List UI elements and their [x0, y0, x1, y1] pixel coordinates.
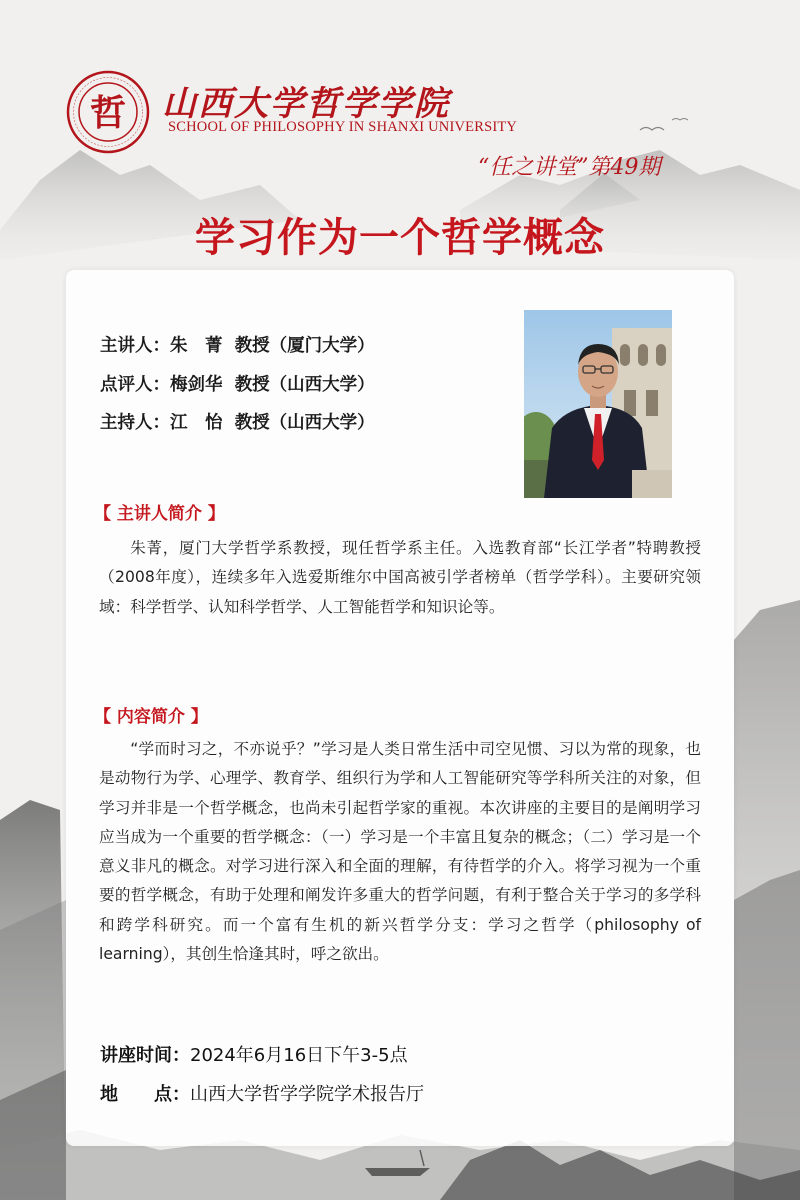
- lecture-issue: “任之讲堂”第49期: [478, 155, 661, 180]
- content-text: “学而时习之，不亦说乎？”学习是人类日常生活中司空见惯、习以为常的现象，也是动物行为学、心理学、教育学、组织行为学和人工智能研究等学科所关注的对象，但学习并非是一个哲学概念，也尚未引起哲学家的重视。本次讲座的主要目的是阐明学习应当成为一个重要的哲学概念：（一）学习是一个丰富且复杂的概念；（二）学习是一个意义非凡的概念。对学习进行深入和全面的理解，有待哲学的介入。将学习视为一个重要的哲学概念，有助于处理和阐发许多重大的哲学问题，有利于整合关于学习的多学科和跨学科研究。而一个富有生机的新兴哲学分支：学习之哲学（philosophy of learning），其创生恰逢其时，呼之欲出。: [99, 740, 701, 964]
- event-time-value: 2024年6月16日下午3-5点: [190, 1045, 408, 1066]
- lecture-title: 学习作为一个哲学概念: [195, 214, 605, 261]
- event-time-label: 讲座时间：: [100, 1045, 190, 1066]
- event-place-value: 山西大学哲学学院学术报告厅: [190, 1084, 424, 1105]
- seal-character: 哲: [89, 92, 127, 134]
- school-name-en: SCHOOL OF PHILOSOPHY IN SHANXI UNIVERSITY: [168, 119, 518, 135]
- event-place-label: 地 点：: [100, 1084, 190, 1105]
- bio-heading: 【 主讲人简介 】: [94, 504, 225, 524]
- philosophy-seal-logo: [66, 70, 150, 154]
- event-time: [100, 1041, 408, 1067]
- event-place: [100, 1080, 424, 1106]
- speaker-row-presenter: 主讲人：朱 菁 教授（厦门大学）: [100, 336, 375, 356]
- speaker-row-commentator: 点评人：梅剑华 教授（山西大学）: [100, 374, 375, 395]
- content-heading: 【 内容简介 】: [94, 707, 208, 727]
- bio-text: 朱菁，厦门大学哲学系教授，现任哲学系主任。入选教育部“长江学者”特聘教授（2008年度），连续多年入选爱斯维尔中国高被引学者榜单（哲学学科）。主要研究领域：科学哲学、认知科学哲学、人工智能哲学和知识论等。: [99, 539, 701, 616]
- speaker-row-host: 主持人：江 怡 教授（山西大学）: [100, 413, 375, 433]
- speaker-list: [100, 334, 375, 450]
- speaker-portrait: [524, 310, 672, 498]
- school-name-cn: 山西大学哲学学院: [162, 84, 450, 124]
